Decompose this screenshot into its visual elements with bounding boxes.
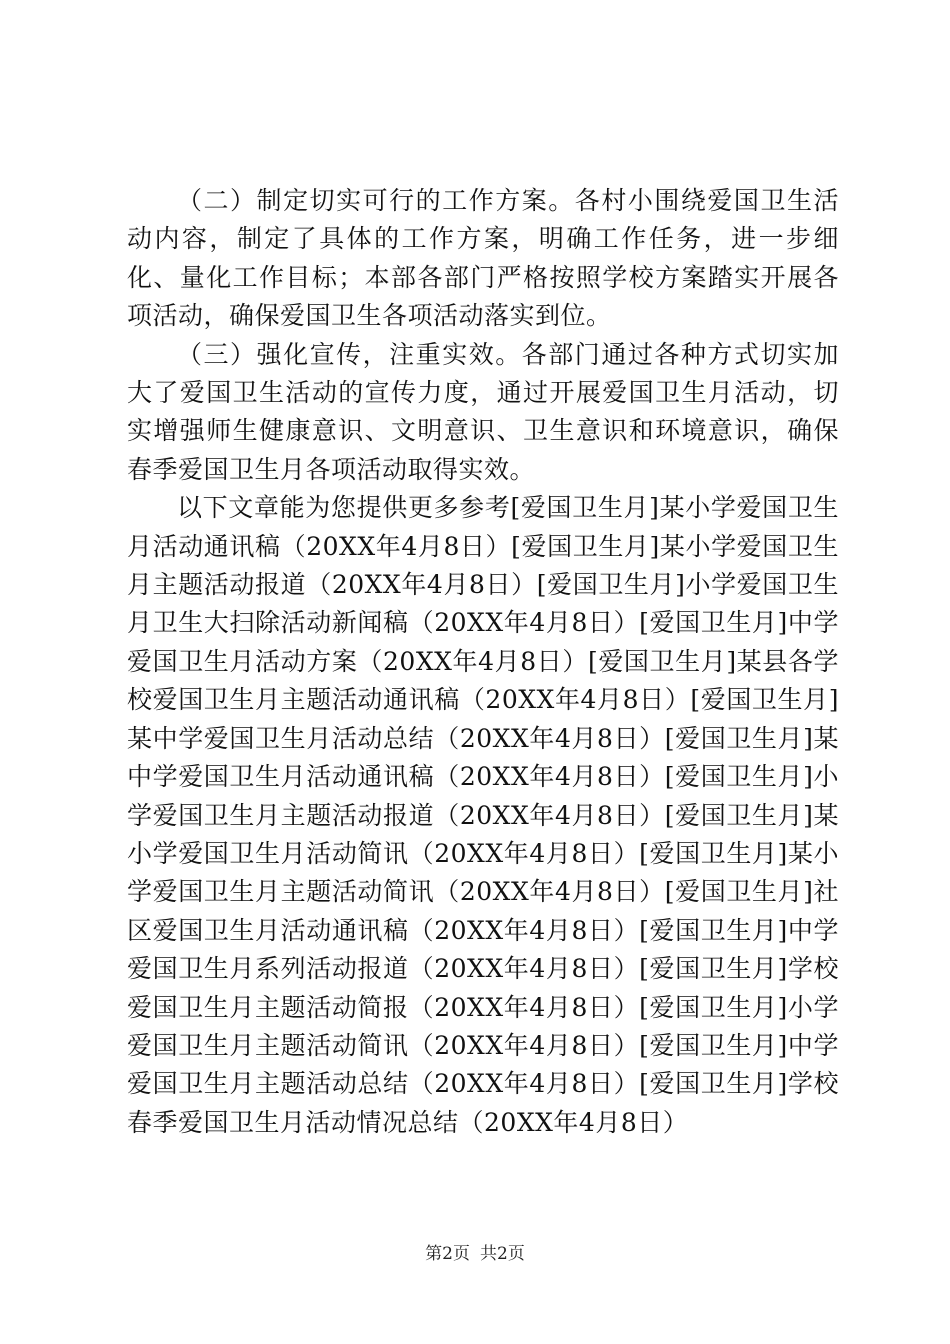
page-footer: [0, 1244, 950, 1264]
paragraph-work-plan: （二）制定切实可行的工作方案。各村小围绕爱国卫生活动内容，制定了具体的工作方案，明确工作任务，进一步细化、量化工作目标；本部各部门严格按照学校方案踏实开展各项活动，确保爱国卫生各项活动落实到位。: [127, 186, 839, 331]
paragraph-publicity: （三）强化宣传，注重实效。各部门通过各种方式切实加大了爱国卫生活动的宣传力度，通过开展爱国卫生月活动，切实增强师生健康意识、文明意识、卫生意识和环境意识，确保春季爱国卫生月各项活动取得实效。: [127, 339, 839, 484]
document-body: [127, 182, 839, 1142]
page-number-total: 共2页: [480, 1244, 525, 1264]
page-number-current: 第2页: [425, 1244, 470, 1264]
paragraph-related-articles: 以下文章能为您提供更多参考[爱国卫生月]某小学爱国卫生月活动通讯稿（20XX年4月8日）[爱国卫生月]某小学爱国卫生月主题活动报道（20XX年4月8日）[爱国卫生月]小学爱国卫生月卫生大扫除活动新闻稿（20XX年4月8日）[爱国卫生月]中学爱国卫生月活动方案（20XX年4月8日）[爱国卫生月]某县各学校爱国卫生月主题活动通讯稿（20XX年4月8日）[爱国卫生月]某中学爱国卫生月活动总结（20XX年4月8日）[爱国卫生月]某中学爱国卫生月活动通讯稿（20XX年4月8日）[爱国卫生月]小学爱国卫生月主题活动报道（20XX年4月8日）[爱国卫生月]某小学爱国卫生月活动简讯（20XX年4月8日）[爱国卫生月]某小学爱国卫生月主题活动简讯（20XX年4月8日）[爱国卫生月]社区爱国卫生月活动通讯稿（20XX年4月8日）[爱国卫生月]中学爱国卫生月系列活动报道（20XX年4月8日）[爱国卫生月]学校爱国卫生月主题活动简报（20XX年4月8日）[爱国卫生月]小学爱国卫生月主题活动简讯（20XX年4月8日）[爱国卫生月]中学爱国卫生月主题活动总结（20XX年4月8日）[爱国卫生月]学校春季爱国卫生月活动情况总结（20XX年4月8日）: [127, 493, 839, 1137]
